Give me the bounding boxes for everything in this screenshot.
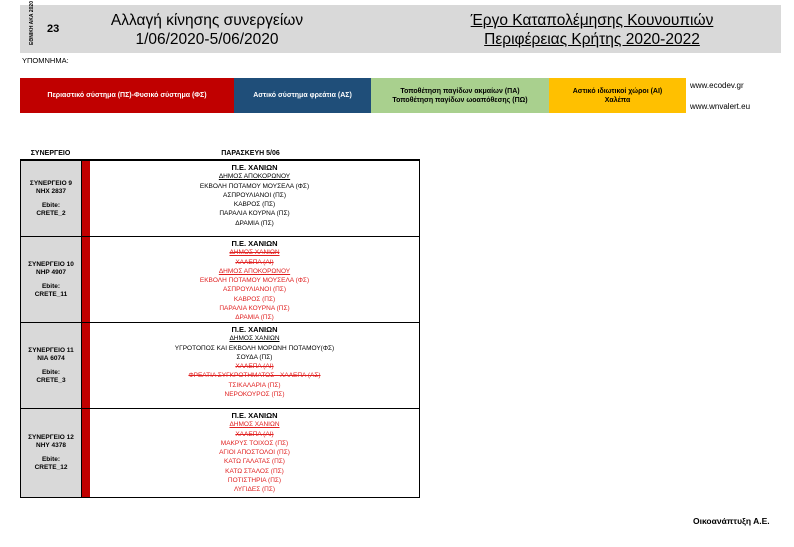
column-header-crew: ΣΥΝΕΡΓΕΙΟ (30, 150, 71, 157)
location-line: ΜΑΚΡΥΣ ΤΟΙΧΟΣ (ΠΣ) (220, 439, 289, 447)
page-header (20, 1, 781, 53)
table-row (20, 237, 420, 323)
crew-cell (21, 237, 82, 322)
crew-plate: ΝΗΥ 4378 (36, 442, 66, 449)
location-line: ΠΑΡΑΛΙΑ ΚΟΥΡΝΑ (ΠΣ) (219, 305, 290, 313)
location-line: ΑΣΠΡΟΥΛΙΑΝΟΙ (ΠΣ) (223, 191, 286, 199)
location-line: ΥΓΡΟΤΟΠΟΣ ΚΑΙ ΕΚΒΟΛΗ ΜΟΡΩΝΗ ΠΟΤΑΜΟΥ(ΦΣ) (174, 344, 335, 352)
ebite-label: Ebite: (41, 456, 61, 463)
ebite-label: Ebite: (41, 368, 61, 376)
schedule-cell (90, 323, 419, 408)
company-name: Οικοανάπτυξη Α.Ε. (693, 516, 770, 526)
regional-unit: Π.Ε. ΧΑΝΙΩΝ (231, 325, 278, 334)
ebite-id: CRETE_12 (34, 464, 68, 471)
legend-item-traps (371, 78, 549, 113)
schedule-cell (90, 409, 419, 497)
location-line: ΚΑΒΡΟΣ (ΠΣ) (233, 295, 276, 303)
legend-item-periurban-text: Περιαστικό σύστημα (ΠΣ)-Φυσικό σύστημα (ΦΣ) (47, 92, 207, 99)
location-line: ΑΓΙΟΙ ΑΠΟΣΤΟΛΟΙ (ΠΣ) (219, 449, 290, 457)
legend-item-private-line1: Αστικό ιδιωτικοί χώροι (ΑΙ) (572, 87, 663, 95)
crew-name: ΣΥΝΕΡΓΕΙΟ 12 (28, 434, 74, 441)
regional-unit: Π.Ε. ΧΑΝΙΩΝ (231, 411, 278, 420)
legend-item-urban-manholes (234, 78, 371, 113)
legend-label: ΥΠΟΜΝΗΜΑ: (22, 56, 69, 65)
location-line: ΠΑΡΑΛΙΑ ΚΟΥΡΝΑ (ΠΣ) (219, 210, 290, 218)
ebite-id: CRETE_11 (34, 290, 68, 298)
schedule-title-line1: Αλλαγή κίνησης συνεργείων (110, 12, 304, 29)
crew-name: ΣΥΝΕΡΓΕΙΟ 9 (29, 179, 73, 187)
location-line: ΑΣΠΡΟΥΛΙΑΝΟΙ (ΠΣ) (223, 286, 286, 294)
schedule-cell (90, 161, 419, 236)
legend-item-urban-manholes-text: Αστικό σύστημα φρεάτια (ΑΣ) (253, 92, 352, 99)
ebite-id: CRETE_2 (36, 209, 66, 217)
column-header-day: ΠΑΡΑΣΚΕΥΗ 5/06 (221, 150, 280, 157)
crew-plate: ΝΗΧ 2837 (36, 187, 66, 195)
schedule-table (20, 150, 420, 498)
crew-name: ΣΥΝΕΡΓΕΙΟ 10 (28, 260, 74, 268)
schedule-title (80, 11, 334, 49)
project-title-line1: Έργο Καταπολέμησης Κουνουπιών (470, 12, 714, 29)
regional-unit: Π.Ε. ΧΑΝΙΩΝ (231, 239, 278, 248)
location-line: ΦΡΕΑΤΙΑ ΣΥΓΚΡΟΤΗΜΑΤΟΣ - ΧΑΛΕΠΑ (ΑΣ) (188, 372, 321, 380)
legend-item-private (549, 78, 686, 113)
legend-item-traps-line2: Τοποθέτηση παγίδων ωοαπόθεσης (ΠΩ) (392, 96, 528, 104)
logo-mark (26, 1, 38, 47)
location-line: ΚΑΤΩ ΓΑΛΑΤΑΣ (ΠΣ) (224, 458, 285, 466)
location-line: ΧΑΛΕΠΑ (ΑΙ) (235, 363, 274, 371)
location-line: ΤΣΙΚΑΛΑΡΙΑ (ΠΣ) (228, 381, 281, 389)
crew-cell (21, 161, 82, 236)
location-line: ΔΡΑΜΙΑ (ΠΣ) (235, 219, 274, 227)
table-row (20, 409, 420, 498)
location-line: ΚΑΤΩ ΣΤΑΛΟΣ (ΠΣ) (225, 467, 284, 475)
location-line: ΚΑΒΡΟΣ (ΠΣ) (233, 201, 276, 209)
crew-plate: ΝΗΡ 4907 (36, 268, 66, 276)
project-title (422, 11, 762, 49)
location-line: ΔΡΑΜΙΑ (ΠΣ) (235, 314, 274, 322)
page-number: 23 (47, 23, 60, 35)
location-line: ΧΑΛΕΠΑ (ΑΙ) (235, 258, 274, 266)
row-marker-bar (82, 237, 90, 322)
ebite-label: Ebite: (41, 201, 61, 209)
logo-text: ΕΘΝΙΚΗ ΑΚΑ 2020 (29, 1, 35, 45)
location-line: ΔΗΜΟΣ ΧΑΝΙΩΝ (229, 249, 280, 257)
schedule-date-range: 1/06/2020-5/06/2020 (135, 31, 279, 48)
row-marker-bar (82, 323, 90, 408)
row-marker-bar (82, 161, 90, 236)
ebite-label: Ebite: (41, 282, 61, 290)
link-wnvalert[interactable]: www.wnvalert.eu (690, 102, 751, 111)
crew-cell (21, 409, 82, 497)
location-line: ΠΟΤΙΣΤΗΡΙΑ (ΠΣ) (227, 477, 282, 485)
ebite-id: CRETE_3 (36, 376, 66, 384)
table-header (20, 150, 420, 160)
location-line: ΕΚΒΟΛΗ ΠΟΤΑΜΟΥ ΜΟΥΣΕΛΑ (ΦΣ) (199, 277, 310, 285)
table-row (20, 323, 420, 409)
location-line: ΝΕΡΟΚΟΥΡΟΣ (ΠΣ) (224, 391, 285, 399)
regional-unit: Π.Ε. ΧΑΝΙΩΝ (231, 163, 278, 172)
location-line: ΔΗΜΟΣ ΑΠΟΚΟΡΩΝΟΥ (218, 267, 291, 275)
location-line: ΔΗΜΟΣ ΧΑΝΙΩΝ (229, 421, 280, 429)
project-title-line2: Περιφέρειας Κρήτης 2020-2022 (484, 31, 700, 48)
link-ecodev[interactable]: www.ecodev.gr (690, 81, 744, 90)
crew-name: ΣΥΝΕΡΓΕΙΟ 11 (28, 346, 74, 354)
legend-item-periurban (20, 78, 234, 113)
location-line: ΔΗΜΟΣ ΑΠΟΚΟΡΩΝΟΥ (218, 173, 291, 181)
location-line: ΔΗΜΟΣ ΧΑΝΙΩΝ (229, 335, 280, 343)
location-line: ΕΚΒΟΛΗ ΠΟΤΑΜΟΥ ΜΟΥΣΕΛΑ (ΦΣ) (199, 182, 310, 190)
row-marker-bar (82, 409, 90, 497)
crew-cell (21, 323, 82, 408)
crew-plate: ΝΙΑ 6074 (37, 354, 65, 362)
table-row (20, 160, 420, 237)
location-line: ΛΥΓΙΔΕΣ (ΠΣ) (233, 486, 276, 494)
legend-item-private-line2: Χαλέπα (604, 96, 631, 104)
location-line: ΧΑΛΕΠΑ (ΑΙ) (235, 430, 274, 438)
location-line: ΣΟΥΔΑ (ΠΣ) (236, 353, 273, 361)
schedule-cell (90, 237, 419, 322)
legend-item-traps-line1: Τοποθέτηση παγίδων ακμαίων (ΠΑ) (400, 87, 520, 95)
